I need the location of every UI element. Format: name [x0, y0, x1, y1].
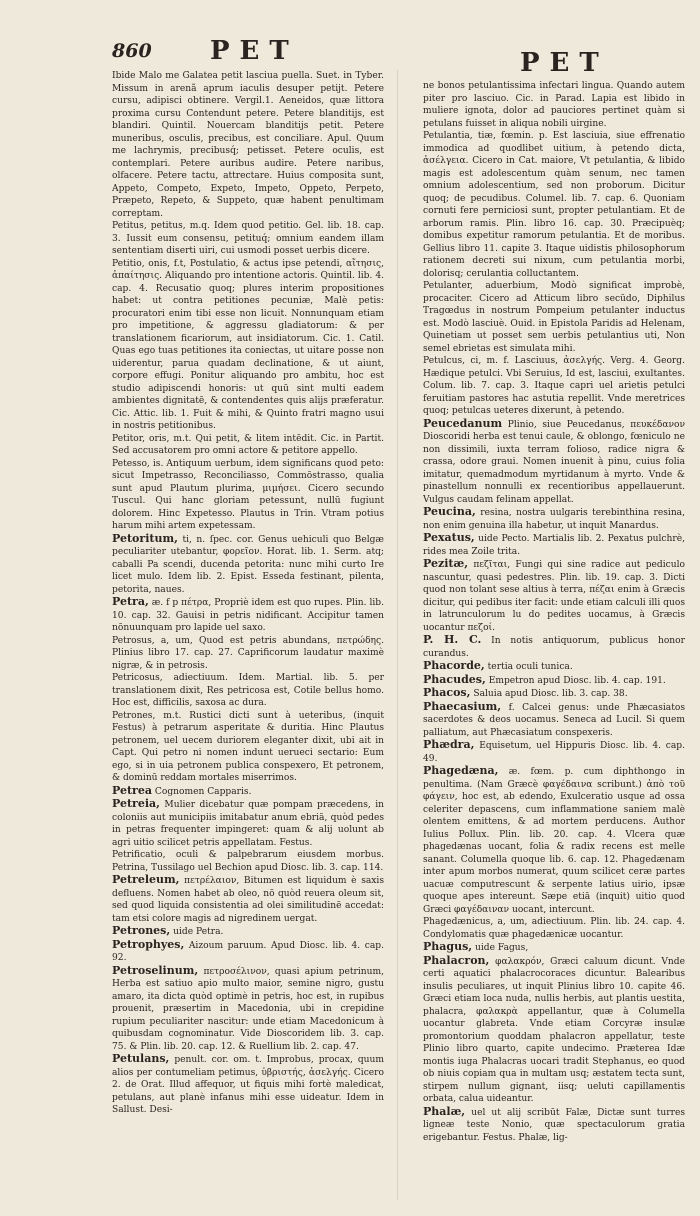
entry-text: Petitio, onis, f.t, Postulatio, & actus ipse petendi, αἴτησις, ἀπαίτησις. Aliquando pro intentione actoris. Quintil. lib. 4. cap. 4. Recusatio quoq; plures interim propositiones habet: ut contra petitiones pecuniæ, Malè petis: procuratori enim tibi esse non licuit. Nonnunquam etiam pro impetitione, & aggressu gladiatorum: & per translationem ficariorum, aut insidiatorum. Cic. 1. Catil. Quas ego tuas petitiones ita coniectas, ut uitare posse non uiderentur, parua quadam declinatione, & ut aiunt, corpore effugi. Ponitur aliquando pro ambitu, hoc est studio adipiscendi honoris: ut quū sint multi eadem ambientes dignitatē, & contendentes quis alijs præferatur. Cic. Attic. lib. 1. Fuit & mihi, & Quinto fratri magno usui in nostris petitionibus. — [112, 258, 384, 431]
entry-text: Petulantia, tiæ, fœmin. p. Est lasciuia, siue effrenatio immodica ad quodlibet uitium, à petendo dicta, ἀσέλγεια. Cicero in Cat. maiore, Vt petulantia, & libido magis est adolescentum quàm senum, nec tamen omnium adolescentium, sed non proborum. Dicitur quoq; de pecudibus. Columel. lib. 7. cap. 6. Quoniam cornuti fere perniciosi sunt, propter petulantiam. Et de arborum ramis. Plin. libro 16. cap. 30. Præcipuèq; domibus expetitur ramorum petulantia. Et de moribus. Gellius libro 11. capite 3. Itaque uidistis philosophorum rationem decreti sui nixum, cum petulantia morbi, dolorisq; cerulantia colluctantem. — [423, 131, 685, 279]
entry-text: Petitus, petitus, m.q. Idem quod petitio. Gel. lib. 18. cap. 3. Iussit eum consensu, petituq́; omnium eandem illam sententiam diserti uiri, cui usmodi posset uerbis dicere. — [112, 221, 384, 256]
entry-headword: P. H. C. — [423, 633, 482, 646]
dictionary-entry — [112, 965, 384, 1054]
entry-text: Petulcus, ci, m. f. Lasciuus, ἀσελγής. Verg. 4. Georg. Hædique petulci. Vbi Seruius, Id est, lasciui, exultantes. Colum. lib. 7. cap. 3. Itaque capri uel arietis petulci feruitiam pastores hac astutia repellit. Vnde meretrices quoq; petulcas ueteres dixerunt, à petendo. — [423, 356, 685, 416]
dictionary-entry — [112, 849, 384, 874]
entry-headword: Phalacron, — [423, 953, 490, 967]
dictionary-entry — [423, 634, 685, 660]
dictionary-entry — [423, 506, 685, 532]
entry-text: Petrosus, a, um, Quod est petris abundans, πετρώδης. Plinius libro 17. cap. 27. Caprificorum laudatur maximè nigræ, & in petrosis. — [112, 635, 384, 671]
entry-text: Aizoum paruum. Apud Diosc. lib. 4. cap. 92. — [112, 940, 384, 963]
dictionary-entry — [423, 80, 685, 130]
dictionary-entry — [112, 70, 384, 220]
dictionary-entry — [423, 701, 685, 740]
dictionary-entry — [112, 798, 384, 849]
entry-text: Equisetum, uel Hippuris Diosc. lib. 4. cap. 49. — [423, 741, 685, 764]
running-head-left: PET — [210, 36, 299, 66]
dictionary-entry — [112, 785, 384, 799]
entry-text: Empetron apud Diosc. lib. 4. cap. 191. — [488, 675, 666, 686]
dictionary-entry — [112, 258, 384, 433]
entry-headword: Petulans, — [112, 1052, 170, 1065]
entry-headword: Petra, — [112, 595, 149, 608]
entry-headword: Phacudes, — [423, 672, 486, 686]
dictionary-entry — [112, 458, 384, 533]
entry-text: æ. fœm. p. cum diphthongo in penultima. (Nam Græcè φαγέδαινα scribunt.) ἀπὸ τοῦ φάγειν, hoc est, ab edendo, Exulceratio usque ad ossa celeriter depascens, cum inflammatione saniem malè olentem emittens, & ad mortem perducens. Author Iulius Pollux. Plin. lib. 20. cap. 4. Vlcera quæ phagedænas uocant, folia & radix recens est melle sanant. Columella quoque lib. 6. cap. 12. Phagedænam inter apum morbos numerat, quum scilicet ceræ partes uacuæ computrescunt & serpente latius uirio, ipsæ quoque apes intereunt. Sæpe etiā (inquit) uitio quod Græci φαγέδαιναν uocant, intercunt. — [423, 767, 685, 915]
entry-headword: Pezitæ, — [423, 557, 469, 570]
entry-headword: Petreia, — [112, 797, 160, 810]
dictionary-entry — [423, 674, 685, 688]
entry-text: Ibide Malo me Galatea petit lasciua puella. Suet. in Tyber. Missum in arenã aprum iaculis desuper petijt. Petere cursu, adipisci obtinere. Vergil.1. Aeneidos, quæ littora proxima cursu Contendunt petere. Petere blanditijs, est blandiri. Quintil. Nouercam blanditijs petit. Petere muneribus, osculis, precibus, est conciliare. Apul. Quum me lachrymis, precibusq́; petisset. Petere oculis, est contemplari. Petere auribus audire. Petere naribus, olfacere. Petere tactu, attrectare. Huius composita sunt, Appeto, Competo, Expeto, Impeto, Oppeto, Perpeto, Præpeto, Repeto, & Suppeto, quæ habent penultimam correptam. — [112, 71, 384, 219]
dictionary-entry — [423, 687, 685, 701]
dictionary-entry — [112, 874, 384, 925]
entry-text: uel ut alij scribūt Falæ, Dictæ sunt turres ligneæ teste Nonio, quæ spectaculorum gratia erigebantur. Festus. Phalæ, lig- — [423, 1107, 685, 1143]
entry-text: uide Petra. — [173, 927, 224, 937]
dictionary-entry — [112, 1053, 384, 1117]
entry-text: Petrificatio, oculi & palpebrarum eiusdem morbus. Petrina, Tussilago uel Bechion apud Diosc. lib. 3. cap. 114. — [112, 850, 384, 873]
dictionary-entry — [423, 660, 685, 674]
entry-headword: Phalæ, — [423, 1104, 466, 1118]
column-divider — [397, 70, 398, 1200]
entry-text: Plinio, siue Peucedanus, πευκέδανον Dioscoridi herba est tenui caule, & oblongo, fœniculo ne non dissimili, iuxta terram folioso, radice nigra & crassa, odore graui. Nomen inuenit à pinu, cuius folia imitatur, quemadmodum myrtidanum à myrto. Vnde & pinastellum nonnulli ex recentioribus appellauerunt. Vulgus caudam felinam appellat. — [423, 419, 685, 505]
entry-text: Petricosus, adiectiuum. Idem. Martial. lib. 5. per translationem dixit, Res petricosa est, Cotile bellus homo. Hoc est, difficilis, saxosa ac dura. — [112, 673, 384, 708]
entry-text: Petitor, oris, m.t. Qui petit, & litem intēdit. Cic. in Partit. Sed accusatorem pro omni actore & petitore appello. — [112, 433, 384, 456]
dictionary-entry — [423, 916, 685, 941]
dictionary-entry — [423, 955, 685, 1106]
entry-text: Cognomen Capparis. — [154, 786, 252, 797]
entry-headword: Pexatus, — [423, 531, 475, 544]
dictionary-entry — [423, 418, 685, 507]
dictionary-entry — [112, 596, 384, 635]
dictionary-entry — [112, 635, 384, 673]
dictionary-entry — [112, 533, 384, 597]
entry-headword: Phacorde, — [423, 659, 485, 672]
entry-headword: Peucina, — [423, 505, 476, 518]
dictionary-entry — [423, 765, 685, 916]
entry-text: Petrones, m.t. Rustici dicti sunt à ueteribus, (inquit Festus) à petrarum asperitate & duritia. Hinc Plautus petronem, uel uecem duriorem eleganter dixit, ubi ait in Capt. Qui petro ni nomen indunt uerueci sectario: Eum ego, si in uia petronem publica conspexero, Et petronem, & dominū reddam mortales miserrimos. — [112, 710, 384, 783]
entry-text: penult. cor. om. t. Improbus, procax, quum alios per contumeliam petimus, ὑβριστής, ἀσελγής. Cicero 2. de Orat. Illud affequor, ut fiquis mihi fortè maledicat, petulans, aut planè infanus mihi esse uideatur. Idem in Sallust. Desi- — [112, 1055, 384, 1115]
entry-text: ti, n. ſpec. cor. Genus uehiculi quo Belgæ peculiariter utebantur, φορεῖον. Horat. lib. 1. Serm. atq; caballi Pa scendi, ducenda petorita: nunc mihi curto Ire licet mulo. Idem lib. 2. Epist. Essedа festinant, pilenta, petorita, naues. — [112, 534, 384, 595]
entry-text: φαλακρόν, Græci caluum dicunt. Vnde certi aquatici phalacrocoraces dicuntur. Balearibus insulis peculiares, ut inquit Plinius libro 10. capite 46. Græci etiam loca nuda, nullis herbis, aut plantis uestita, phalacra, φαλακρὰ appellantur, quæ à Columella uocantur glabreta. Vnde etiam Corcyræ insulæ promontorium quoddam phalacron appellatur, teste Plinio libro quarto, capite undecimo. Præterea Idæ montis iuga Phalacras uocari tradit Stephanus, eo quod ob niuis copiam qua in multam usq; æstatem tecta sunt, stirpem nullum gignant, iisq; ueluti capillamentis orbata, calua uideantur. — [423, 956, 685, 1104]
entry-headword: Phagedæna, — [423, 764, 499, 777]
entry-text: tertia oculi tunica. — [487, 662, 573, 672]
dictionary-entry — [112, 939, 384, 965]
dictionary-entry — [423, 941, 685, 955]
entry-text: πετροσέλινον, quasi apium petrinum, Herba est satiuo apio multo maior, semine nigro, gustu amaro, ita dicta quòd optimè in petris, hoc est, in rupibus prouenit, præsertim in Macedonia, ubi in crepidine rupium peculiariter nascitur: unde etiam Macedonicum à quibusdam cognominatur. Vide Dioscoridem lib. 3. cap. 75. & Plin. lib. 20. cap. 12. & Ruellium lib. 2. cap. 47. — [112, 966, 384, 1052]
entry-headword: Petrea — [112, 783, 152, 797]
dictionary-entry — [423, 280, 685, 355]
entry-text: πεζῖται, Fungi qui sine radice aut pediculo nascuntur, quasi pedestres. Plin. lib. 19. cap. 3. Dicti quod non tolant sese altius à terra, πέζαι enim à Græcis dicitur, qui pedibus iter facit: unde etiam calculi illi quos in latrunculorum lu do pedites uocamus, à Græcis uocantur πεζοί. — [423, 560, 685, 633]
dictionary-entry — [423, 532, 685, 558]
entry-headword: Petoritum, — [112, 531, 178, 545]
entry-text: Phagedænicus, a, um, adiectiuum. Plin. lib. 24. cap. 4. Condylomatis quæ phagedænicæ uocantur. — [423, 917, 685, 940]
entry-headword: Petreleum, — [112, 873, 180, 886]
entry-headword: Phagus, — [423, 940, 473, 953]
entry-text: f. Calcei genus: unde Phæcasiatos sacerdotes & deos uocamus. Seneca ad Lucil. Si quem palliatum, aut Phæcasiatum conspexeris. — [423, 702, 685, 738]
entry-headword: Petrones, — [112, 924, 171, 937]
page-number: 860 — [112, 40, 152, 62]
entry-headword: Phaecasium, — [423, 699, 502, 713]
entry-text: Petulanter, aduerbium, Modò significat improbè, procaciter. Cicero ad Atticum libro secūdo, Diphilus Tragœdus in nostrum Pompeium petulanter inductus est. Modò lasciuè. Ouid. in Epistola Paridis ad Helenam, Quinetiam ut posset sem uerbis petulantius uti, Non semel ebrietas est simulata mihi. — [423, 281, 685, 354]
entry-headword: Peucedanum — [423, 416, 503, 430]
entry-headword: Phædra, — [423, 738, 475, 751]
entry-headword: Petroselinum, — [112, 963, 199, 977]
entry-text: Petesso, is. Antiquum uerbum, idem significans quod peto: sicut Impetrasso, Reconciliasso, Commōstrasso, qualia sunt apud Plautum plurima, μιμήσει. Cicero secundo Tuscul. Qui hanc gloriam petessunt, nullū fugiunt dolorem. Hinc Expetesso. Plautus in Trin. Vtram potius harum mihi artem expetessam. — [112, 458, 384, 531]
dictionary-entry — [423, 558, 685, 634]
entry-text: æ. f p πέτρα, Propriè idem est quo rupes. Plin. lib. 10. cap. 32. Gauisi in petris nidificant. Accipitur tamen nōnuunquam pro lapide uel saxo. — [112, 598, 384, 633]
running-head-right: PET — [520, 48, 609, 78]
entry-text: resina, nostra uulgaris terebinthina resina, non enim genuina illa habetur, ut inquit Manardus. — [423, 508, 685, 531]
dictionary-entry — [423, 1106, 685, 1145]
dictionary-entry — [423, 130, 685, 280]
entry-text: uide Pecto. Martialis lib. 2. Pexatus pulchrè, rides mea Zoile trita. — [423, 534, 685, 557]
entry-text: Saluia apud Diosc. lib. 3. cap. 38. — [473, 689, 628, 699]
entry-headword: Petrophyes, — [112, 937, 185, 951]
entry-text: ne bonos petulantissima infectari lingua. Quando autem piter pro lasciuo. Cic. in Parad. Lapia est libido in muliere ignota, dolor ad pauciores pertinet quàm si petulans fuisset in aliqua nobili uirgine. — [423, 81, 685, 129]
dictionary-entry — [423, 739, 685, 765]
dictionary-entry — [112, 672, 384, 710]
entry-text: πετρέλαιον, Bitumen est liquidum è saxis defluens. Nomen habet ab oleo, nō quòd reuera oleum sit, sed quod liquida consistentia ad olei similitudinē accedat: tam etsi colore magis ad nigredinem uergat. — [112, 876, 384, 924]
entry-text: uide Fagus, — [475, 943, 529, 953]
entry-text: Mulier dicebatur quæ pompam præcedens, in coloniis aut municipiis imitabatur anum ebriā, quòd pedes in petras frequenter impingeret: quam & alij uolunt ab agri uitio scilicet petris appellatam. Festus. — [112, 800, 384, 848]
entry-text: In notis antiquorum, publicus honor curandus. — [423, 636, 685, 659]
dictionary-entry — [423, 355, 685, 418]
dictionary-entry — [112, 925, 384, 939]
left-column — [112, 70, 384, 1200]
entry-headword: Phacos, — [423, 686, 471, 699]
right-column — [423, 80, 685, 1200]
dictionary-entry — [112, 220, 384, 258]
dictionary-entry — [112, 433, 384, 458]
dictionary-entry — [112, 710, 384, 785]
